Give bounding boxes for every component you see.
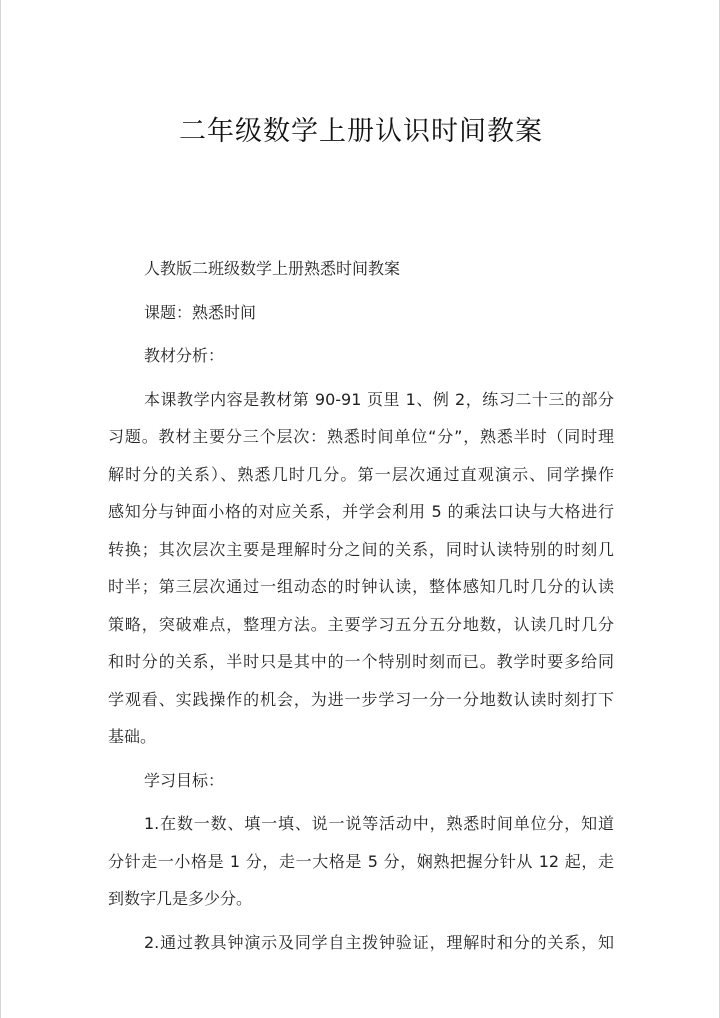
text-line: 感知分与钟面小格的对应关系，并学会利用 5 的乘法口诀与大格进行	[108, 502, 614, 521]
text-line: 教材分析：	[144, 346, 225, 365]
text-line: 1.在数一数、填一填、说一说等活动中，熟悉时间单位分，知道	[144, 814, 614, 833]
document-title: 二年级数学上册认识时间教案	[179, 116, 543, 147]
text-line: 转换；其次层次主要是理解时分之间的关系，同时认读特别的时刻几	[108, 539, 614, 559]
document-body	[108, 250, 614, 961]
text-line: 解时分的关系）、熟悉几时几分。第一层次通过直观演示、同学操作	[108, 464, 614, 484]
text-line: 分针走一小格是 1 分，走一大格是 5 分，娴熟把握分针从 12 起，走	[108, 851, 614, 871]
text-line: 学习目标：	[144, 770, 225, 790]
text-line: 人教版二班级数学上册熟悉时间教案	[144, 259, 401, 278]
text-line: 到数字几是多少分。	[108, 889, 253, 908]
text-line: 基础。	[108, 727, 157, 746]
text-line: 学观看、实践操作的机会，为进一步学习一分一分地数认读时刻打下	[108, 689, 614, 709]
text-line: 课题：熟悉时间	[144, 302, 257, 322]
text-line: 策略，突破难点，整理方法。主要学习五分五分地数，认读几时几分	[108, 614, 614, 634]
text-line: 习题。教材主要分三个层次：熟悉时间单位“分”，熟悉半时（同时理	[108, 427, 614, 446]
text-line: 和时分的关系，半时只是其中的一个特别时刻而已。教学时要多给同	[108, 652, 614, 671]
text-line: 本课教学内容是教材第 90-91 页里 1、例 2，练习二十三的部分	[144, 389, 614, 409]
text-line: 时半；第三层次通过一组动态的时钟认读，整体感知几时几分的认读	[108, 577, 614, 596]
text-line: 2.通过教具钟演示及同学自主拨钟验证，理解时和分的关系，知	[144, 932, 614, 952]
